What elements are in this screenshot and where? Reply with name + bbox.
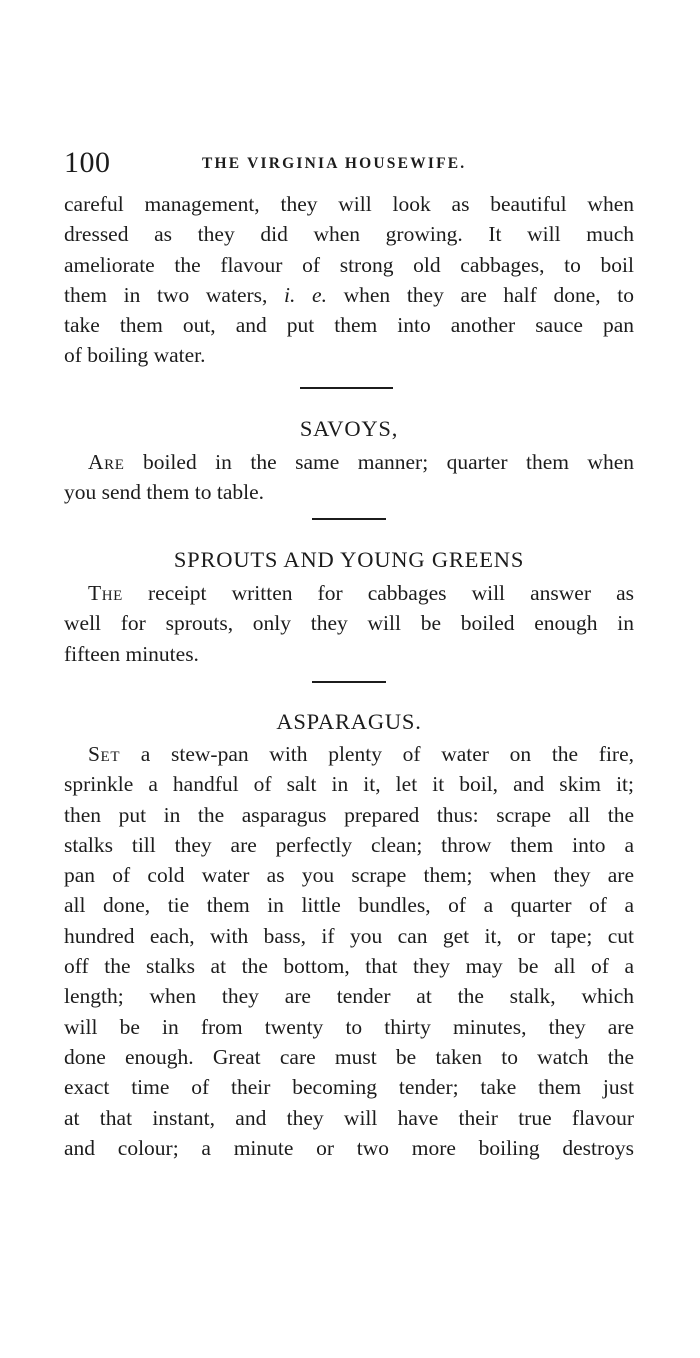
running-head bbox=[64, 146, 634, 186]
text-line: of boiling water. bbox=[64, 343, 206, 368]
section-heading-savoys: SAVOYS, bbox=[299, 416, 399, 441]
text-line: exact time of their becoming tender; take them just bbox=[64, 1075, 634, 1100]
text-line bbox=[64, 739, 634, 769]
text-line: sprinkle a handful of salt in it, let it boil, and skim it; bbox=[64, 772, 634, 797]
text-line: fifteen minutes. bbox=[64, 641, 199, 666]
section-rule bbox=[300, 387, 393, 389]
text-line: take them out, and put them into another sauce pan bbox=[64, 313, 634, 338]
text-fragment: boiled in the same manner; quarter them when bbox=[124, 450, 634, 474]
text-line: then put in the asparagus prepared thus: scrape all the bbox=[64, 802, 634, 827]
section-rule bbox=[312, 681, 386, 683]
italic-abbrev: i. e. bbox=[284, 282, 327, 307]
text-line: all done, tie them in little bundles, of a quarter of a bbox=[64, 893, 634, 918]
text-line: dressed as they did when growing. It will much bbox=[64, 222, 634, 247]
section-heading-sprouts: SPROUTS AND YOUNG GREENS bbox=[173, 547, 525, 572]
intro-paragraph bbox=[64, 189, 634, 371]
text-line: will be in from twenty to thirty minutes, they are bbox=[64, 1014, 634, 1039]
text-fragment: a stew-pan with plenty of water on the fire, bbox=[120, 742, 634, 766]
text-line: stalks till they are perfectly clean; throw them into a bbox=[64, 832, 634, 857]
sprouts-paragraph bbox=[64, 578, 634, 669]
text-line: and colour; a minute or two more boiling destroys bbox=[64, 1135, 634, 1160]
asparagus-paragraph bbox=[64, 739, 634, 1163]
page-number: 100 bbox=[64, 146, 111, 179]
section-heading-asparagus: ASPARAGUS. bbox=[276, 709, 422, 734]
savoys-paragraph bbox=[64, 447, 634, 508]
text-line bbox=[64, 578, 634, 608]
text-line: off the stalks at the bottom, that they may be all of a bbox=[64, 954, 634, 979]
text-line: them in two waters, i. e. when they are half done, to bbox=[64, 282, 634, 307]
text-line: length; when they are tender at the stalk, which bbox=[64, 984, 634, 1009]
lead-word: Set bbox=[88, 742, 121, 766]
text-line: well for sprouts, only they will be boiled enough in bbox=[64, 611, 634, 636]
lead-word: Are bbox=[88, 450, 125, 474]
text-line: you send them to table. bbox=[64, 480, 265, 505]
text-fragment: receipt written for cabbages will answer as bbox=[122, 581, 634, 605]
running-title: THE VIRGINIA HOUSEWIFE. bbox=[202, 155, 467, 172]
text-line: done enough. Great care must be taken to watch the bbox=[64, 1044, 634, 1069]
text-line: ameliorate the flavour of strong old cabbages, to boil bbox=[64, 252, 634, 277]
text-line: hundred each, with bass, if you can get it, or tape; cut bbox=[64, 923, 634, 948]
lead-word: The bbox=[88, 581, 123, 605]
text-line: pan of cold water as you scrape them; when they are bbox=[64, 863, 634, 888]
section-rule bbox=[312, 518, 386, 520]
text-line bbox=[64, 447, 634, 477]
text-line: careful management, they will look as beautiful when bbox=[64, 192, 634, 216]
text-line: at that instant, and they will have their true flavour bbox=[64, 1105, 634, 1130]
